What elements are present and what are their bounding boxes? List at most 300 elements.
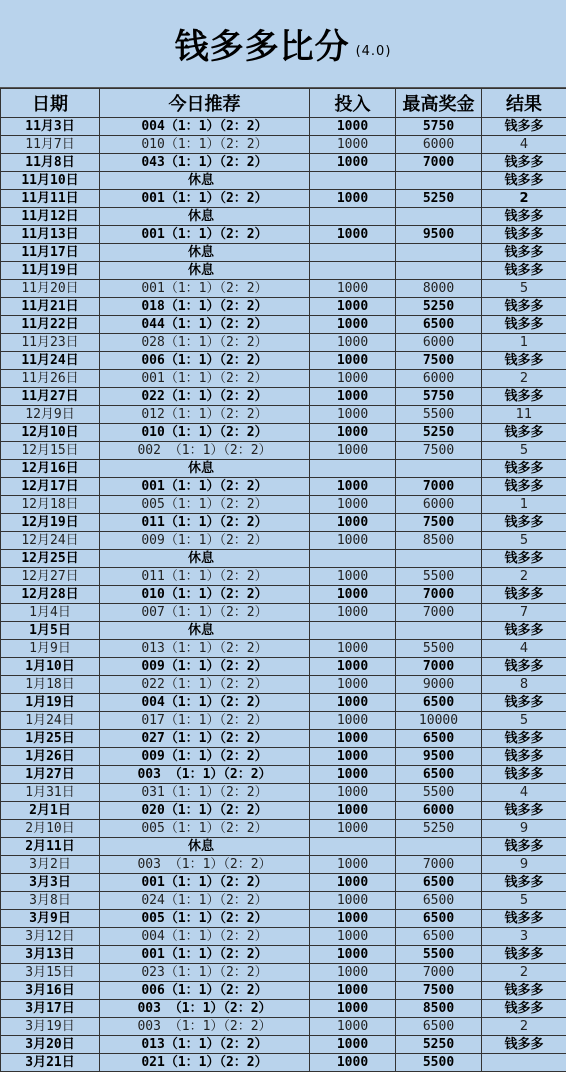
result-cell: 钱多多 — [482, 946, 566, 964]
date-cell: 11月3日 — [1, 118, 100, 136]
result-cell: 钱多多 — [482, 622, 566, 640]
table-row — [1, 946, 566, 964]
pick-cell: 044（1：1）（2：2） — [100, 316, 310, 334]
table-row — [1, 442, 566, 460]
pick-cell: 001（1：1）（2：2） — [100, 226, 310, 244]
title-bar — [0, 0, 566, 88]
prize-cell: 8500 — [396, 1000, 482, 1018]
date-cell: 1月27日 — [1, 766, 100, 784]
prize-cell — [396, 838, 482, 856]
table-row — [1, 802, 566, 820]
result-cell: 11 — [482, 406, 566, 424]
date-cell: 11月11日 — [1, 190, 100, 208]
date-cell: 12月24日 — [1, 532, 100, 550]
stake-cell: 1000 — [310, 154, 396, 172]
table-row — [1, 712, 566, 730]
date-cell: 3月21日 — [1, 1054, 100, 1072]
date-cell: 3月20日 — [1, 1036, 100, 1054]
result-cell: 钱多多 — [482, 154, 566, 172]
prize-cell: 10000 — [396, 712, 482, 730]
prize-cell: 5500 — [396, 406, 482, 424]
prize-cell — [396, 208, 482, 226]
result-cell: 钱多多 — [482, 910, 566, 928]
result-cell: 5 — [482, 892, 566, 910]
pick-cell: 010（1：1）（2：2） — [100, 424, 310, 442]
pick-cell: 020（1：1）（2：2） — [100, 802, 310, 820]
stake-cell: 1000 — [310, 496, 396, 514]
result-cell: 钱多多 — [482, 748, 566, 766]
stake-cell: 1000 — [310, 190, 396, 208]
pick-cell: 010（1：1）（2：2） — [100, 586, 310, 604]
result-cell: 5 — [482, 280, 566, 298]
result-cell: 4 — [482, 136, 566, 154]
result-cell: 8 — [482, 676, 566, 694]
pick-cell: 休息 — [100, 460, 310, 478]
stake-cell: 1000 — [310, 910, 396, 928]
stake-cell: 1000 — [310, 820, 396, 838]
result-cell: 钱多多 — [482, 694, 566, 712]
header-pick: 今日推荐 — [100, 89, 310, 118]
table-row — [1, 460, 566, 478]
date-cell: 3月17日 — [1, 1000, 100, 1018]
result-cell: 钱多多 — [482, 766, 566, 784]
stake-cell: 1000 — [310, 1018, 396, 1036]
pick-cell: 027（1：1）（2：2） — [100, 730, 310, 748]
table-row — [1, 478, 566, 496]
pick-cell: 006（1：1）（2：2） — [100, 982, 310, 1000]
date-cell: 2月1日 — [1, 802, 100, 820]
pick-cell: 011（1：1）（2：2） — [100, 568, 310, 586]
date-cell: 11月7日 — [1, 136, 100, 154]
date-cell: 11月13日 — [1, 226, 100, 244]
date-cell: 3月19日 — [1, 1018, 100, 1036]
stake-cell: 1000 — [310, 478, 396, 496]
table-row — [1, 766, 566, 784]
prize-cell: 7500 — [396, 514, 482, 532]
table-row — [1, 226, 566, 244]
stake-cell — [310, 550, 396, 568]
stake-cell: 1000 — [310, 370, 396, 388]
prize-cell — [396, 262, 482, 280]
header-row — [1, 89, 566, 118]
date-cell: 1月4日 — [1, 604, 100, 622]
table-row — [1, 298, 566, 316]
stake-cell: 1000 — [310, 928, 396, 946]
pick-cell: 001（1：1）（2：2） — [100, 190, 310, 208]
pick-cell: 休息 — [100, 838, 310, 856]
pick-cell: 002 （1：1）（2：2） — [100, 442, 310, 460]
prize-cell: 6000 — [396, 136, 482, 154]
stake-cell: 1000 — [310, 694, 396, 712]
stake-cell: 1000 — [310, 874, 396, 892]
table-row — [1, 910, 566, 928]
date-cell: 2月11日 — [1, 838, 100, 856]
table-row — [1, 964, 566, 982]
date-cell: 3月8日 — [1, 892, 100, 910]
result-cell: 钱多多 — [482, 460, 566, 478]
table-row — [1, 1054, 566, 1072]
stake-cell: 1000 — [310, 730, 396, 748]
stake-cell: 1000 — [310, 568, 396, 586]
pick-cell: 休息 — [100, 550, 310, 568]
prize-cell: 7000 — [396, 478, 482, 496]
result-cell: 钱多多 — [482, 316, 566, 334]
date-cell: 11月12日 — [1, 208, 100, 226]
stake-cell: 1000 — [310, 352, 396, 370]
pick-cell: 005（1：1）（2：2） — [100, 820, 310, 838]
prize-cell: 5250 — [396, 424, 482, 442]
date-cell: 12月9日 — [1, 406, 100, 424]
result-cell: 2 — [482, 190, 566, 208]
stake-cell — [310, 172, 396, 190]
date-cell: 1月18日 — [1, 676, 100, 694]
table-row — [1, 532, 566, 550]
table-row — [1, 514, 566, 532]
pick-cell: 001（1：1）（2：2） — [100, 478, 310, 496]
prize-cell: 7000 — [396, 154, 482, 172]
table-row — [1, 622, 566, 640]
prize-cell — [396, 244, 482, 262]
date-cell: 11月20日 — [1, 280, 100, 298]
date-cell: 1月25日 — [1, 730, 100, 748]
prize-cell: 6500 — [396, 1018, 482, 1036]
pick-cell: 007（1：1）（2：2） — [100, 604, 310, 622]
pick-cell: 012（1：1）（2：2） — [100, 406, 310, 424]
stake-cell — [310, 208, 396, 226]
header-result: 结果 — [482, 89, 566, 118]
date-cell: 12月25日 — [1, 550, 100, 568]
date-cell: 2月10日 — [1, 820, 100, 838]
table-row — [1, 118, 566, 136]
stake-cell: 1000 — [310, 298, 396, 316]
result-cell: 钱多多 — [482, 550, 566, 568]
pick-cell: 004（1：1）（2：2） — [100, 694, 310, 712]
stake-cell: 1000 — [310, 532, 396, 550]
prize-cell: 7500 — [396, 982, 482, 1000]
result-cell — [482, 1054, 566, 1072]
pick-cell: 013（1：1）（2：2） — [100, 1036, 310, 1054]
result-cell: 钱多多 — [482, 982, 566, 1000]
date-cell: 11月8日 — [1, 154, 100, 172]
result-cell: 钱多多 — [482, 172, 566, 190]
result-cell: 钱多多 — [482, 352, 566, 370]
table-row — [1, 784, 566, 802]
prize-cell: 6000 — [396, 370, 482, 388]
prize-cell: 7000 — [396, 964, 482, 982]
header-stake: 投入 — [310, 89, 396, 118]
stake-cell: 1000 — [310, 802, 396, 820]
table-row — [1, 262, 566, 280]
table-row — [1, 820, 566, 838]
prize-cell: 6500 — [396, 766, 482, 784]
prize-cell: 7000 — [396, 604, 482, 622]
table-row — [1, 244, 566, 262]
table-row — [1, 640, 566, 658]
table-row — [1, 424, 566, 442]
stake-cell: 1000 — [310, 1036, 396, 1054]
table-row — [1, 370, 566, 388]
table-row — [1, 352, 566, 370]
stake-cell: 1000 — [310, 604, 396, 622]
date-cell: 12月16日 — [1, 460, 100, 478]
result-cell: 钱多多 — [482, 658, 566, 676]
prize-cell: 5250 — [396, 298, 482, 316]
table-row — [1, 694, 566, 712]
pick-cell: 021（1：1）（2：2） — [100, 1054, 310, 1072]
stake-cell: 1000 — [310, 640, 396, 658]
table-row — [1, 586, 566, 604]
date-cell: 12月19日 — [1, 514, 100, 532]
table-row — [1, 334, 566, 352]
table-row — [1, 730, 566, 748]
date-cell: 1月24日 — [1, 712, 100, 730]
prize-cell — [396, 460, 482, 478]
stake-cell: 1000 — [310, 712, 396, 730]
prize-cell — [396, 172, 482, 190]
result-cell: 1 — [482, 496, 566, 514]
result-cell: 钱多多 — [482, 1000, 566, 1018]
results-table — [0, 88, 566, 1072]
stake-cell: 1000 — [310, 586, 396, 604]
date-cell: 3月15日 — [1, 964, 100, 982]
prize-cell: 5250 — [396, 1036, 482, 1054]
table-row — [1, 1018, 566, 1036]
date-cell: 12月17日 — [1, 478, 100, 496]
table-row — [1, 406, 566, 424]
pick-cell: 001（1：1）（2：2） — [100, 946, 310, 964]
pick-cell: 031（1：1）（2：2） — [100, 784, 310, 802]
prize-cell: 8500 — [396, 532, 482, 550]
stake-cell — [310, 838, 396, 856]
pick-cell: 028（1：1）（2：2） — [100, 334, 310, 352]
stake-cell: 1000 — [310, 748, 396, 766]
result-cell: 钱多多 — [482, 118, 566, 136]
stake-cell: 1000 — [310, 388, 396, 406]
table-row — [1, 982, 566, 1000]
date-cell: 1月9日 — [1, 640, 100, 658]
stake-cell: 1000 — [310, 406, 396, 424]
result-cell: 2 — [482, 370, 566, 388]
prize-cell: 5500 — [396, 640, 482, 658]
result-cell: 1 — [482, 334, 566, 352]
date-cell: 11月21日 — [1, 298, 100, 316]
result-cell: 钱多多 — [482, 424, 566, 442]
result-cell: 钱多多 — [482, 478, 566, 496]
pick-cell: 001（1：1）（2：2） — [100, 874, 310, 892]
date-cell: 11月19日 — [1, 262, 100, 280]
page-title: 钱多多比分 — [175, 19, 350, 68]
table-row — [1, 856, 566, 874]
header-prize: 最高奖金 — [396, 89, 482, 118]
stake-cell: 1000 — [310, 118, 396, 136]
stake-cell: 1000 — [310, 964, 396, 982]
prize-cell: 6000 — [396, 496, 482, 514]
prize-cell: 7000 — [396, 586, 482, 604]
result-cell: 钱多多 — [482, 262, 566, 280]
pick-cell: 013（1：1）（2：2） — [100, 640, 310, 658]
stake-cell: 1000 — [310, 514, 396, 532]
pick-cell: 022（1：1）（2：2） — [100, 388, 310, 406]
prize-cell: 7500 — [396, 352, 482, 370]
prize-cell: 5250 — [396, 820, 482, 838]
pick-cell: 006（1：1）（2：2） — [100, 352, 310, 370]
date-cell: 11月22日 — [1, 316, 100, 334]
stake-cell: 1000 — [310, 226, 396, 244]
pick-cell: 001（1：1）（2：2） — [100, 370, 310, 388]
pick-cell: 017（1：1）（2：2） — [100, 712, 310, 730]
prize-cell: 6500 — [396, 316, 482, 334]
table-body — [1, 118, 566, 1072]
stake-cell: 1000 — [310, 676, 396, 694]
result-cell: 9 — [482, 856, 566, 874]
prize-cell: 6500 — [396, 694, 482, 712]
prize-cell — [396, 622, 482, 640]
stake-cell: 1000 — [310, 658, 396, 676]
prize-cell: 6500 — [396, 928, 482, 946]
pick-cell: 休息 — [100, 208, 310, 226]
table-row — [1, 748, 566, 766]
pick-cell: 003 （1：1）（2：2） — [100, 1018, 310, 1036]
stake-cell — [310, 622, 396, 640]
date-cell: 12月15日 — [1, 442, 100, 460]
date-cell: 11月10日 — [1, 172, 100, 190]
result-cell: 钱多多 — [482, 802, 566, 820]
stake-cell: 1000 — [310, 766, 396, 784]
prize-cell: 9500 — [396, 226, 482, 244]
result-cell: 钱多多 — [482, 730, 566, 748]
result-cell: 5 — [482, 712, 566, 730]
table-row — [1, 838, 566, 856]
prize-cell: 7500 — [396, 442, 482, 460]
prize-cell: 6500 — [396, 892, 482, 910]
result-cell: 4 — [482, 640, 566, 658]
result-cell: 钱多多 — [482, 586, 566, 604]
stake-cell: 1000 — [310, 442, 396, 460]
pick-cell: 005（1：1）（2：2） — [100, 910, 310, 928]
result-cell: 钱多多 — [482, 298, 566, 316]
result-cell: 5 — [482, 442, 566, 460]
stake-cell: 1000 — [310, 892, 396, 910]
result-cell: 2 — [482, 568, 566, 586]
result-cell: 9 — [482, 820, 566, 838]
table-row — [1, 190, 566, 208]
result-cell: 钱多多 — [482, 514, 566, 532]
result-cell: 7 — [482, 604, 566, 622]
stake-cell: 1000 — [310, 1054, 396, 1072]
prize-cell: 6500 — [396, 874, 482, 892]
result-cell: 4 — [482, 784, 566, 802]
date-cell: 3月16日 — [1, 982, 100, 1000]
stake-cell: 1000 — [310, 316, 396, 334]
date-cell: 12月28日 — [1, 586, 100, 604]
pick-cell: 009（1：1）（2：2） — [100, 748, 310, 766]
date-cell: 1月19日 — [1, 694, 100, 712]
result-cell: 钱多多 — [482, 388, 566, 406]
pick-cell: 休息 — [100, 622, 310, 640]
result-cell: 2 — [482, 1018, 566, 1036]
table-row — [1, 676, 566, 694]
date-cell: 1月26日 — [1, 748, 100, 766]
table-row — [1, 172, 566, 190]
prize-cell: 6000 — [396, 802, 482, 820]
prize-cell: 6500 — [396, 730, 482, 748]
date-cell: 11月23日 — [1, 334, 100, 352]
pick-cell: 010（1：1）（2：2） — [100, 136, 310, 154]
table-row — [1, 604, 566, 622]
prize-cell: 8000 — [396, 280, 482, 298]
result-cell: 2 — [482, 964, 566, 982]
prize-cell: 7000 — [396, 856, 482, 874]
date-cell: 12月27日 — [1, 568, 100, 586]
result-cell: 钱多多 — [482, 208, 566, 226]
result-cell: 钱多多 — [482, 1036, 566, 1054]
stake-cell: 1000 — [310, 136, 396, 154]
table-row — [1, 316, 566, 334]
pick-cell: 024（1：1）（2：2） — [100, 892, 310, 910]
prize-cell: 6000 — [396, 334, 482, 352]
date-cell: 1月10日 — [1, 658, 100, 676]
stake-cell: 1000 — [310, 334, 396, 352]
pick-cell: 004（1：1）（2：2） — [100, 118, 310, 136]
date-cell: 3月3日 — [1, 874, 100, 892]
stake-cell — [310, 244, 396, 262]
prize-cell: 7000 — [396, 658, 482, 676]
table-row — [1, 280, 566, 298]
stake-cell: 1000 — [310, 856, 396, 874]
result-cell: 钱多多 — [482, 874, 566, 892]
result-cell: 钱多多 — [482, 838, 566, 856]
date-cell: 3月2日 — [1, 856, 100, 874]
table-row — [1, 208, 566, 226]
version-label: (4.0) — [356, 44, 392, 59]
date-cell: 3月13日 — [1, 946, 100, 964]
prize-cell: 5500 — [396, 946, 482, 964]
stake-cell: 1000 — [310, 784, 396, 802]
stake-cell — [310, 460, 396, 478]
date-cell: 11月27日 — [1, 388, 100, 406]
date-cell: 1月31日 — [1, 784, 100, 802]
table-row — [1, 1036, 566, 1054]
date-cell: 3月9日 — [1, 910, 100, 928]
date-cell: 12月18日 — [1, 496, 100, 514]
pick-cell: 003 （1：1）（2：2） — [100, 766, 310, 784]
table-row — [1, 550, 566, 568]
pick-cell: 009（1：1）（2：2） — [100, 658, 310, 676]
date-cell: 3月12日 — [1, 928, 100, 946]
table-row — [1, 658, 566, 676]
prize-cell: 5500 — [396, 568, 482, 586]
pick-cell: 001（1：1）（2：2） — [100, 280, 310, 298]
prize-cell: 9500 — [396, 748, 482, 766]
prize-cell: 6500 — [396, 910, 482, 928]
pick-cell: 003 （1：1）（2：2） — [100, 1000, 310, 1018]
pick-cell: 休息 — [100, 262, 310, 280]
pick-cell: 004（1：1）（2：2） — [100, 928, 310, 946]
prize-cell — [396, 550, 482, 568]
stake-cell — [310, 262, 396, 280]
pick-cell: 休息 — [100, 244, 310, 262]
pick-cell: 009（1：1）（2：2） — [100, 532, 310, 550]
stake-cell: 1000 — [310, 280, 396, 298]
pick-cell: 018（1：1）（2：2） — [100, 298, 310, 316]
prize-cell: 5250 — [396, 190, 482, 208]
pick-cell: 休息 — [100, 172, 310, 190]
table-row — [1, 892, 566, 910]
result-cell: 3 — [482, 928, 566, 946]
stake-cell: 1000 — [310, 424, 396, 442]
date-cell: 11月24日 — [1, 352, 100, 370]
stake-cell: 1000 — [310, 946, 396, 964]
